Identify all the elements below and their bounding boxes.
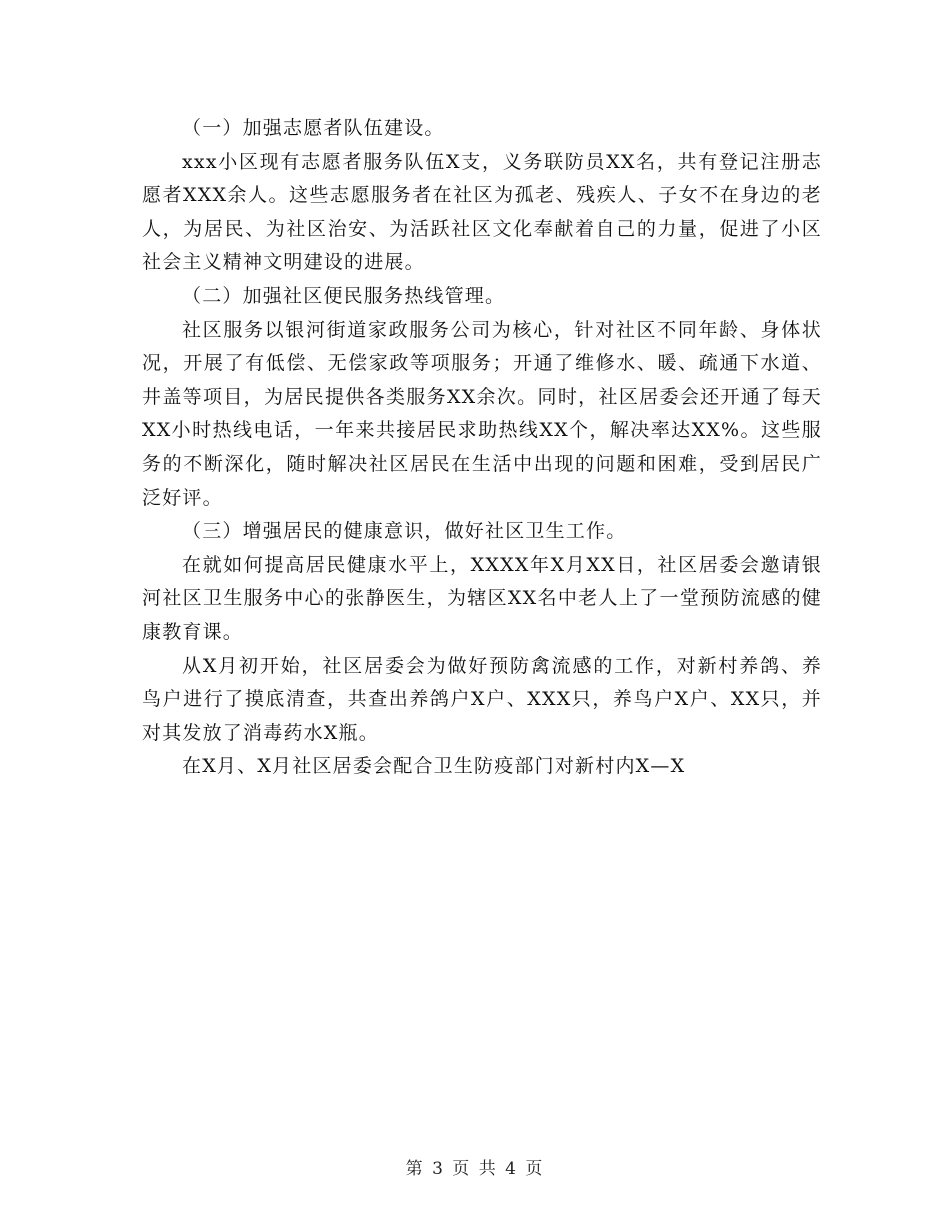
paragraph-volunteers: xxx小区现有志愿者服务队伍X支，义务联防员XX名，共有登记注册志愿者XXX余人。这些志愿服务者在社区为孤老、残疾人、子女不在身边的老人，为居民、为社区治安、为活跃社区文化奉献着自己的力量，促进了小区社会主义精神文明建设的进展。 — [142, 150, 822, 274]
paragraph-bird-flu: 从X月初开始，社区居委会为做好预防禽流感的工作，对新村养鸽、养鸟户进行了摸底清查，共查出养鸽户X户、XXX只，养鸟户X户、XX只，并对其发放了消毒药水X瓶。 — [142, 654, 822, 744]
paragraph-epidemic: 在X月、X月社区居委会配合卫生防疫部门对新村内X—X — [182, 755, 686, 778]
page-number-footer: 第 3 页 共 4 页 — [405, 1159, 545, 1179]
section-heading-2: （二）加强社区便民服务热线管理。 — [182, 284, 506, 307]
section-heading-1: （一）加强志愿者队伍建设。 — [182, 117, 445, 139]
section-heading-3: （三）增强居民的健康意识，做好社区卫生工作。 — [182, 520, 627, 543]
document-body — [142, 112, 822, 784]
paragraph-health-class: 在就如何提高居民健康水平上，XXXX年X月XX日，社区居委会邀请银河社区卫生服务中心的张静医生，为辖区XX名中老人上了一堂预防流感的健康教育课。 — [142, 553, 822, 643]
paragraph-hotline: 社区服务以银河街道家政服务公司为核心，针对社区不同年龄、身体状况，开展了有低偿、无偿家政等项服务；开通了维修水、暖、疏通下水道、井盖等项目，为居民提供各类服务XX余次。同时，社区居委会还开通了每天XX小时热线电话，一年来共接居民求助热线XX个，解决率达XX%。这些服务的不断深化，随时解决社区居民在生活中出现的问题和困难，受到居民广泛好评。 — [142, 318, 822, 509]
